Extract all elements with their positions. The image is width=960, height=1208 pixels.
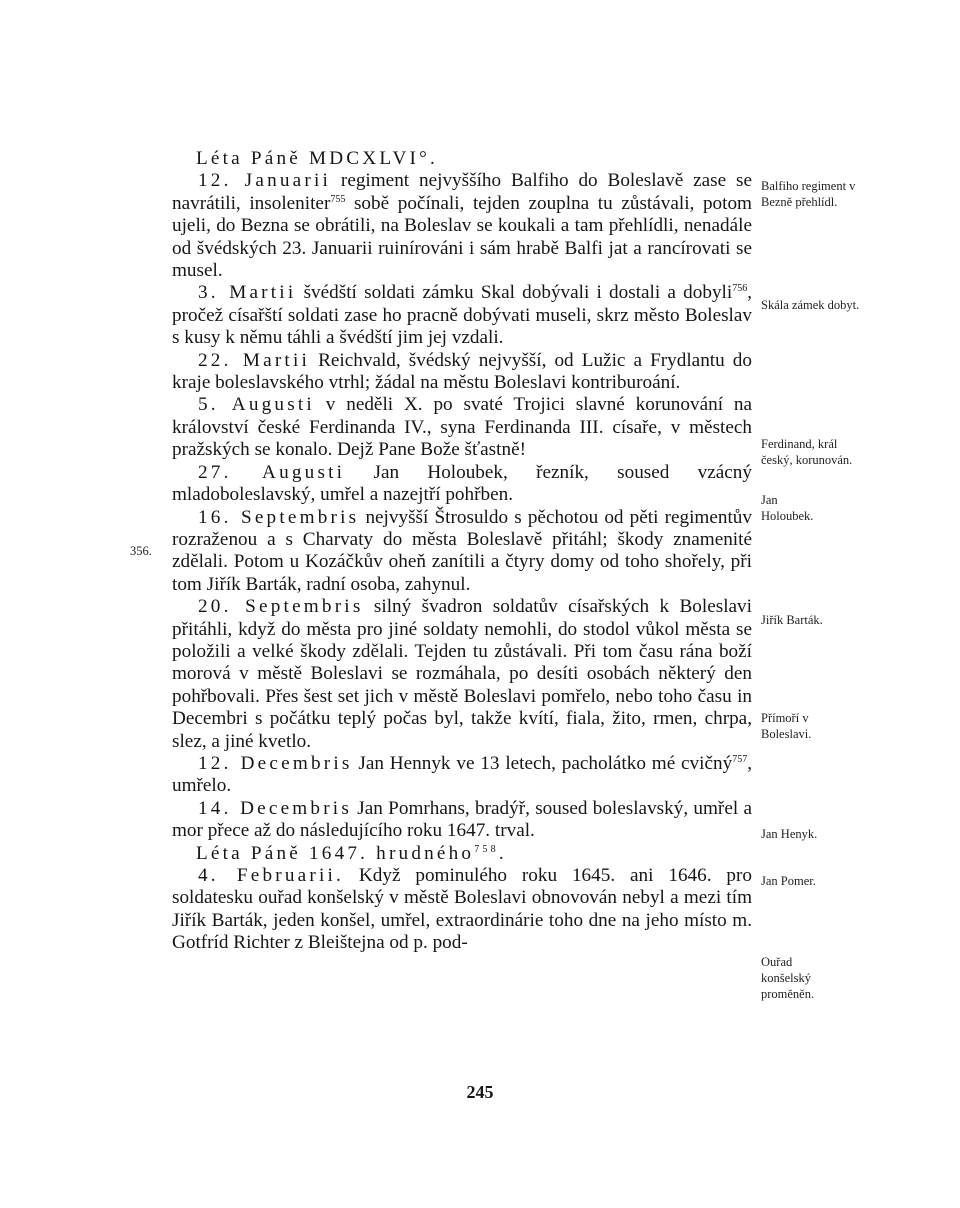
entry-20-septembris bbox=[172, 596, 752, 753]
entry-text: Jan Holoubek, řezník, soused vzácný mladoboleslavský, umřel a nazejtří pohřben. bbox=[172, 461, 752, 506]
entry-date: 5. Augusti bbox=[198, 394, 315, 416]
entry-text: sobě počínali, tejden zouplna tu zůstávali, potom ujeli, do Bezna se obrátili, na Boleslav se koukali a tam přehlídli, nenadále od švédských 23. Januarii ruinírováni i sám hrabě Balfi jat a rancírovati se musel. bbox=[172, 192, 752, 282]
entry-12-januarii bbox=[172, 170, 752, 282]
margin-note-holoubek: Jan Holoubek. bbox=[761, 493, 814, 523]
entry-text: Jan Pomrhans, bradýř, soused boleslavský, umřel a mor přece až do následujícího roku 1647. trval. bbox=[172, 797, 752, 842]
entry-text: , umřelo. bbox=[172, 752, 752, 797]
entry-16-septembris bbox=[172, 507, 752, 597]
entry-4-februarii bbox=[172, 865, 752, 955]
entry-27-augusti bbox=[172, 462, 752, 507]
entry-date: 27. Augusti bbox=[198, 461, 346, 483]
footnote-ref: 755 bbox=[330, 193, 346, 205]
entry-text: Když pominulého roku 1645. ani 1646. pro soldatesku ouřad konšelský v městě Boleslavi obnovován nebyl a mezi tím Jiřík Barták, jeden konšel, umřel, extraordinárie toho dne na jeho místo m. Gotfríd Richter z Bleištejna od p. pod- bbox=[172, 865, 752, 954]
entry-text: Reichvald, švédský nejvyšší, od Lužic a Frydlantu do kraje boleslavského vtrhl; žádal na městu Boleslavi kontriburoání. bbox=[172, 349, 752, 394]
margin-note-balfi: Balfiho regiment v Bezně přehlídl. bbox=[761, 179, 856, 209]
entry-text: v neděli X. po svaté Trojici slavné korunování na království české Ferdinanda IV., syna Ferdinanda III. císaře, v městech pražských se konalo. Dejž Pane Bože šťastně! bbox=[172, 394, 752, 461]
entry-text: silný švadron soldatův císařských k Boleslavi přitáhli, když do města pro jiné soldaty nemohli, do stodol vůkol města se položili a velké škody zdělali. Tejden tu zůstávali. Při tom času rána boží morová v městě Boleslavi se rozmáhala, po desíti osobách některý den pohřbovali. Přes šest set jich v městě Boleslavi pomřelo, nebo toho času in Decembri s počátku teplý počas byl, takže kvítí, fiala, žito, rmen, chrpa, slez, a jiné kvetlo. bbox=[172, 596, 752, 752]
year-heading-1646: Léta Páně MDCXLVI°. bbox=[196, 148, 439, 169]
entry-text: nejvyšší Štrosuldo s pěchotou od pěti regimentův rozraženou a s Charvaty do města Boleslavě přitáhl; škody znamenité zdělali. Potom u Kozáčkův oheň zanítili a čtyry domy od toho shořely, při tom Jiřík Barták, radní osoba, zahynul. bbox=[172, 506, 752, 595]
entry-5-augusti bbox=[172, 394, 752, 461]
page-number: 245 bbox=[466, 1082, 494, 1102]
margin-note-skala: Skála zámek dobyt. bbox=[761, 298, 860, 312]
entry-date: 16. Septembris bbox=[198, 506, 360, 528]
footnote-ref: 758 bbox=[474, 843, 499, 855]
margin-note-primori: Přímoří v Boleslavi. bbox=[761, 711, 812, 741]
entry-date: 14. Decembris bbox=[198, 797, 352, 819]
entry-text: , pročež císařští soldati zase ho pracně dobývati museli, skrz město Boleslav s kusy k němu táhli a švédští jim jej vzdali. bbox=[172, 282, 752, 349]
entry-text: Jan Hennyk ve 13 letech, pacholátko mé cvičný bbox=[352, 752, 733, 774]
entry-text: švédští soldati zámku Skal dobývali i dostali a dobyli bbox=[296, 282, 733, 304]
entry-date: 20. Septembris bbox=[198, 596, 364, 618]
entry-date: 22. Martii bbox=[198, 349, 311, 371]
entry-3-martii bbox=[172, 282, 752, 349]
entry-text: regiment nejvyššího Balfiho do Boleslavě zase se navrátili, insoleniter bbox=[172, 170, 753, 214]
margin-note-pomer: Jan Pomer. bbox=[761, 874, 816, 888]
line-number: 356. bbox=[130, 544, 152, 558]
main-text bbox=[172, 148, 752, 955]
entry-14-decembris bbox=[172, 798, 752, 843]
entry-22-martii bbox=[172, 350, 752, 395]
margin-note-bartak: Jiřík Barták. bbox=[761, 613, 823, 627]
footnote-ref: 757 bbox=[732, 753, 748, 765]
entry-12-decembris bbox=[172, 753, 752, 798]
entry-date: 12. Decembris bbox=[198, 752, 353, 774]
entry-date: 12. Januarii bbox=[198, 170, 332, 192]
entry-date: 3. Martii bbox=[198, 282, 297, 304]
footnote-ref: 756 bbox=[732, 283, 748, 295]
entry-date: 4. Februarii. bbox=[198, 865, 345, 886]
year-heading-1647: Léta Páně 1647. hrudného$^{758}$. bbox=[196, 842, 507, 864]
margin-note-ferdinand: Ferdinand, král český, korunován. bbox=[761, 437, 853, 467]
margin-note-urad: Ouřad konšelský proměněn. bbox=[761, 955, 815, 1001]
margin-note-henyk: Jan Henyk. bbox=[761, 827, 818, 841]
